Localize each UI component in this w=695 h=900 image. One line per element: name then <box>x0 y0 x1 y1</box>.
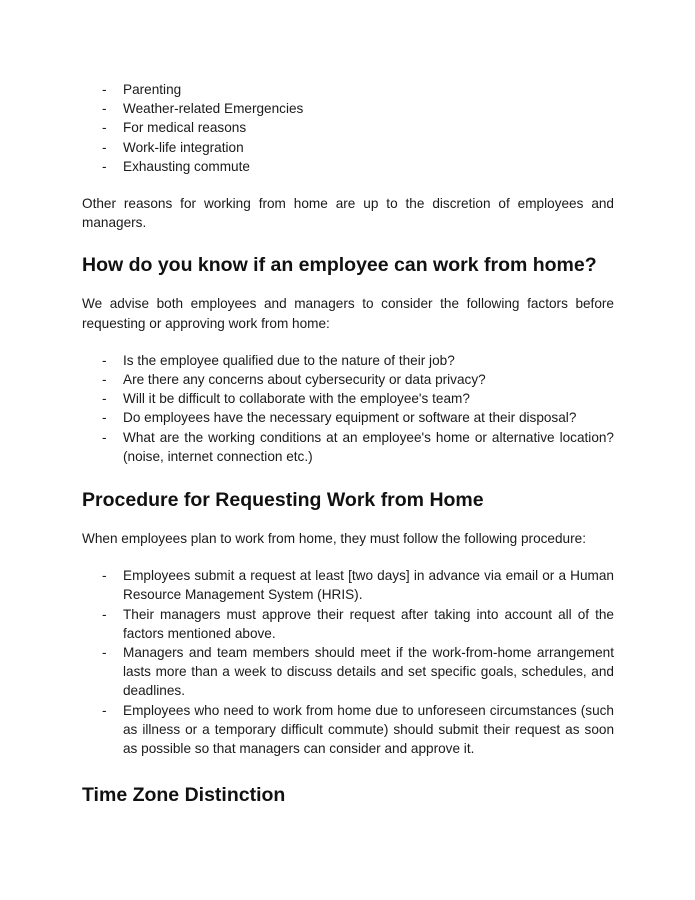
list-item: - Managers and team members should meet if the work-from-home arrangement lasts more than a week to discuss details and set specific goals, schedules, and deadlines. <box>82 643 614 701</box>
list-item: - Will it be difficult to collaborate with the employee's team? <box>82 389 614 408</box>
list-item: - Are there any concerns about cybersecurity or data privacy? <box>82 370 614 389</box>
list-item: - What are the working conditions at an employee's home or alternative location? (noise, internet connection etc.) <box>82 428 614 466</box>
section-heading-timezone: Time Zone Distinction <box>82 784 286 807</box>
other-reasons-paragraph: Other reasons for working from home are up to the discretion of employees and managers. <box>82 196 614 231</box>
list-item: - For medical reasons <box>82 118 614 137</box>
procedure-list <box>82 566 614 758</box>
list-item: - Work-life integration <box>82 138 614 157</box>
list-item: - Is the employee qualified due to the nature of their job? <box>82 351 614 370</box>
section-intro-know: We advise both employees and managers to consider the following factors before requesting or approving work from home: <box>82 296 614 331</box>
list-item: - Employees who need to work from home due to unforeseen circumstances (such as illness or a temporary difficult commute) should submit their request as soon as possible so that managers can consider and approve it. <box>82 701 614 759</box>
list-item: - Do employees have the necessary equipment or software at their disposal? <box>82 408 614 427</box>
list-item: - Weather-related Emergencies <box>82 99 614 118</box>
list-item: - Their managers must approve their request after taking into account all of the factors mentioned above. <box>82 605 614 643</box>
section-heading-know: How do you know if an employee can work from home? <box>82 254 597 277</box>
section-heading-procedure: Procedure for Requesting Work from Home <box>82 489 484 512</box>
section-intro-procedure: When employees plan to work from home, they must follow the following procedure: <box>82 531 586 547</box>
reasons-list <box>82 80 614 176</box>
factors-list <box>82 351 614 466</box>
list-item: - Exhausting commute <box>82 157 614 176</box>
list-item: - Employees submit a request at least [two days] in advance via email or a Human Resource Management System (HRIS). <box>82 566 614 604</box>
list-item: - Parenting <box>82 80 614 99</box>
document-page <box>82 80 614 808</box>
